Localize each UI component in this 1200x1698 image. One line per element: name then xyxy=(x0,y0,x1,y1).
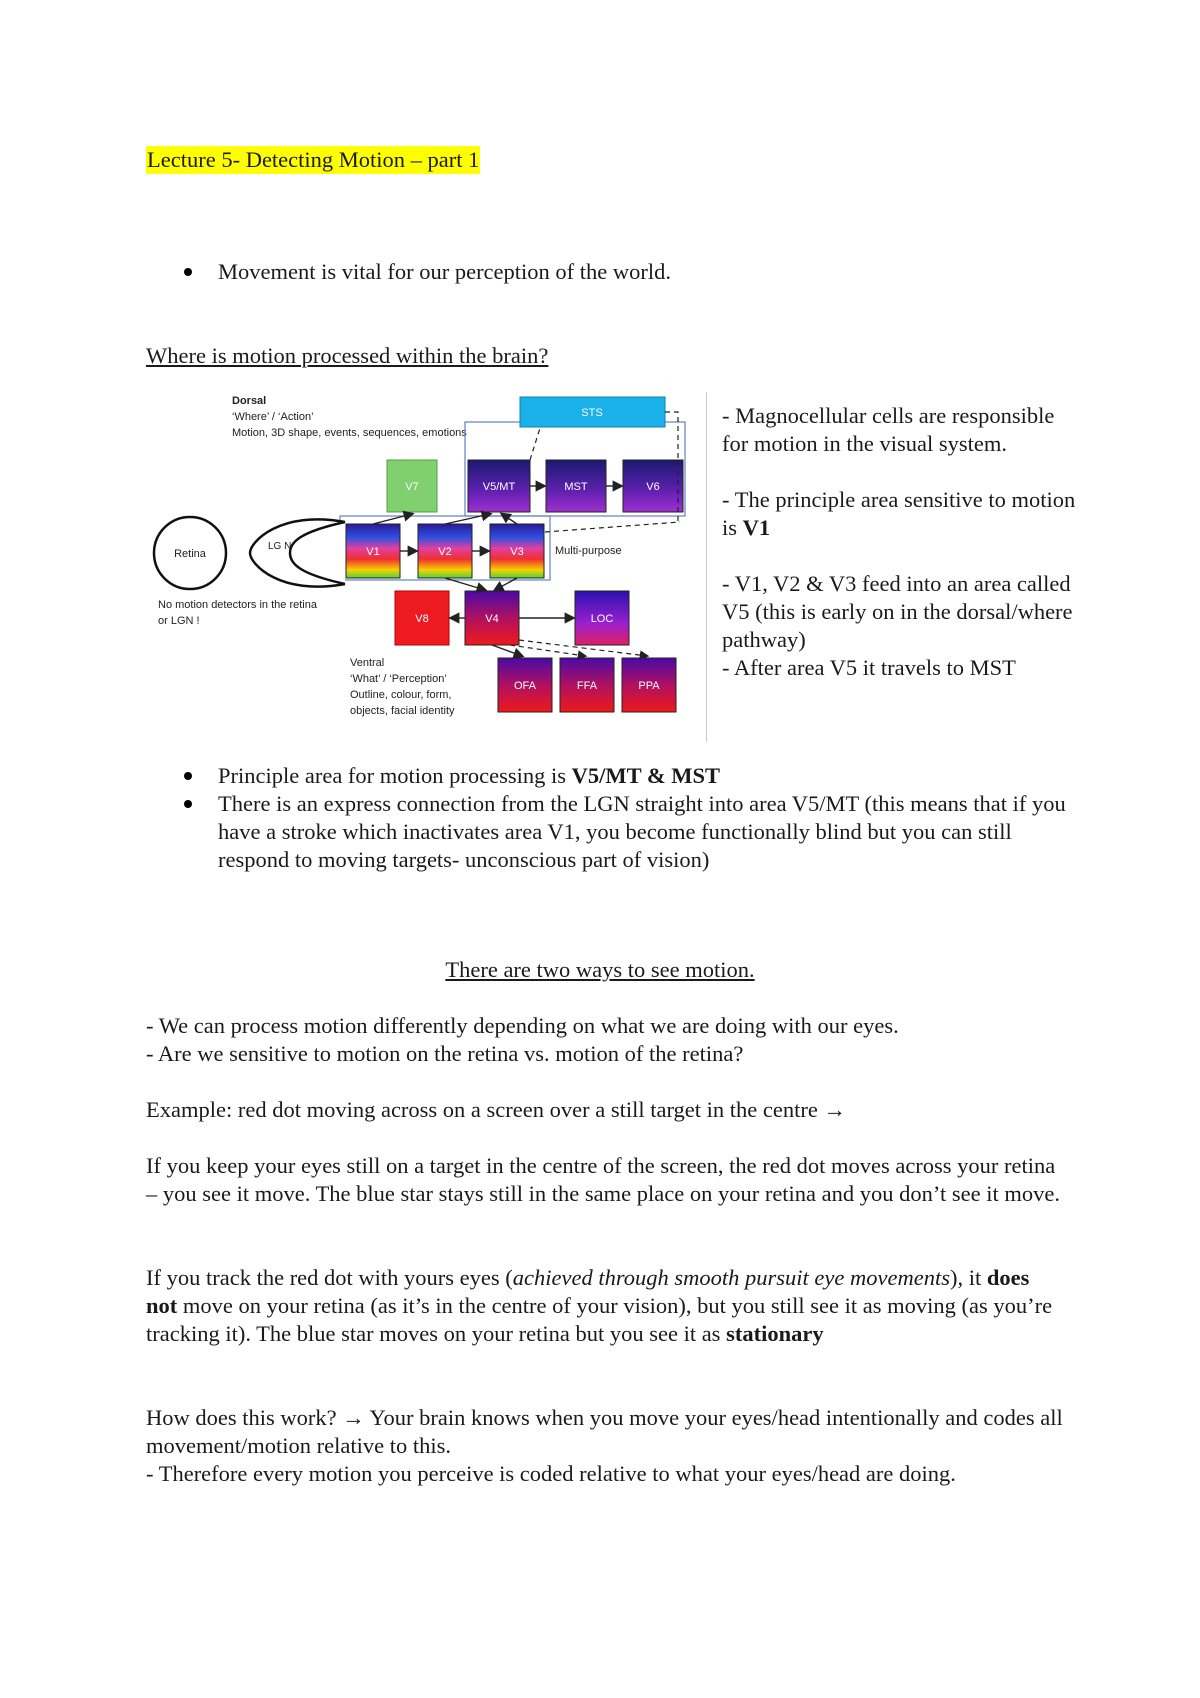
no-motion-note-2: or LGN ! xyxy=(158,615,200,627)
retina-label: Retina xyxy=(174,548,206,560)
ppa-label: PPA xyxy=(638,680,660,692)
v5mt-label: V5/MT xyxy=(482,481,516,493)
note-principle-area: - The principle area sensitive to motion is V1 xyxy=(722,487,1076,540)
diagram-notes xyxy=(722,402,1082,682)
sts-label: STS xyxy=(581,407,603,419)
note-mst: - After area V5 it travels to MST xyxy=(722,655,1016,680)
mst-label: MST xyxy=(564,481,588,493)
section-heading: There are two ways to see motion. xyxy=(445,957,755,982)
note-feed-v5: - V1, V2 & V3 feed into an area called V5 (this is early on in the dorsal/where pathway) xyxy=(722,571,1073,652)
visual-pathway-svg xyxy=(150,392,700,742)
text-line: How does this work? → Your brain knows when you move your eyes/head intentionally and codes all movement/motion relative to this. xyxy=(146,1405,1063,1458)
text-line: - We can process motion differently depending on what we are doing with our eyes. xyxy=(146,1013,899,1038)
visual-pathway-diagram xyxy=(150,392,700,742)
no-motion-note-1: No motion detectors in the retina xyxy=(158,599,317,611)
dorsal-sub1: ‘Where’ / ‘Action’ xyxy=(232,411,314,423)
bullet-dot xyxy=(184,268,192,276)
v1-label: V1 xyxy=(366,546,380,558)
lgn-label: LG N xyxy=(268,541,292,552)
bullet-dot xyxy=(184,772,192,780)
example-line: Example: red dot moving across on a screen over a still target in the centre → xyxy=(146,1097,846,1122)
v8-label: V8 xyxy=(415,613,429,625)
diagram-divider xyxy=(706,392,707,742)
text-line: - Therefore every motion you perceive is coded relative to what your eyes/head are doing. xyxy=(146,1461,956,1486)
bullet-dot xyxy=(184,800,192,808)
bullet-text: Principle area for motion processing is V5/MT & MST xyxy=(218,763,721,788)
bullet-text: There is an express connection from the LGN straight into area V5/MT (this means that if you have a stroke which inactivates area V1, you become functionally blind but you can still respond to moving targets- unconscious part of vision) xyxy=(218,791,1066,872)
note-magnocellular: - Magnocellular cells are responsible for motion in the visual system. xyxy=(722,403,1055,456)
ventral-sub1: ‘What’ / ‘Perception’ xyxy=(350,673,447,685)
paragraph: If you keep your eyes still on a target in the centre of the screen, the red dot moves across your retina – you see it move. The blue star stays still in the same place on your retina and you don’t see it move. xyxy=(146,1153,1060,1206)
loc-label: LOC xyxy=(590,613,614,625)
ventral-label: Ventral xyxy=(350,657,385,669)
paragraph xyxy=(146,1404,1066,1488)
dorsal-label: Dorsal xyxy=(232,395,267,407)
v6-label: V6 xyxy=(646,481,660,493)
ventral-sub3: objects, facial identity xyxy=(350,705,455,717)
multipurpose-label: Multi-purpose xyxy=(555,545,622,557)
v2-label: V2 xyxy=(438,546,452,558)
ffa-label: FFA xyxy=(576,680,598,692)
dorsal-sub2: Motion, 3D shape, events, sequences, emotions xyxy=(232,427,467,439)
bullet-text: Movement is vital for our perception of the world. xyxy=(218,259,672,284)
text-line: - Are we sensitive to motion on the retina vs. motion of the retina? xyxy=(146,1041,744,1066)
v3-label: V3 xyxy=(510,546,524,558)
section-heading: Where is motion processed within the brain? xyxy=(146,343,549,368)
v4-label: V4 xyxy=(485,613,499,625)
intro-lines xyxy=(146,1012,1066,1068)
paragraph: If you track the red dot with yours eyes (achieved through smooth pursuit eye movements), it does not move on your retina (as it’s in the centre of your vision), but you still see it as moving (as you’re tracking it). The blue star moves on your retina but you see it as stationary xyxy=(146,1265,1053,1346)
lgn-shape xyxy=(250,519,345,586)
document-title: Lecture 5- Detecting Motion – part 1 xyxy=(147,147,480,172)
ofa-label: OFA xyxy=(513,680,537,692)
ventral-sub2: Outline, colour, form, xyxy=(350,689,452,701)
v7-label: V7 xyxy=(405,481,419,493)
